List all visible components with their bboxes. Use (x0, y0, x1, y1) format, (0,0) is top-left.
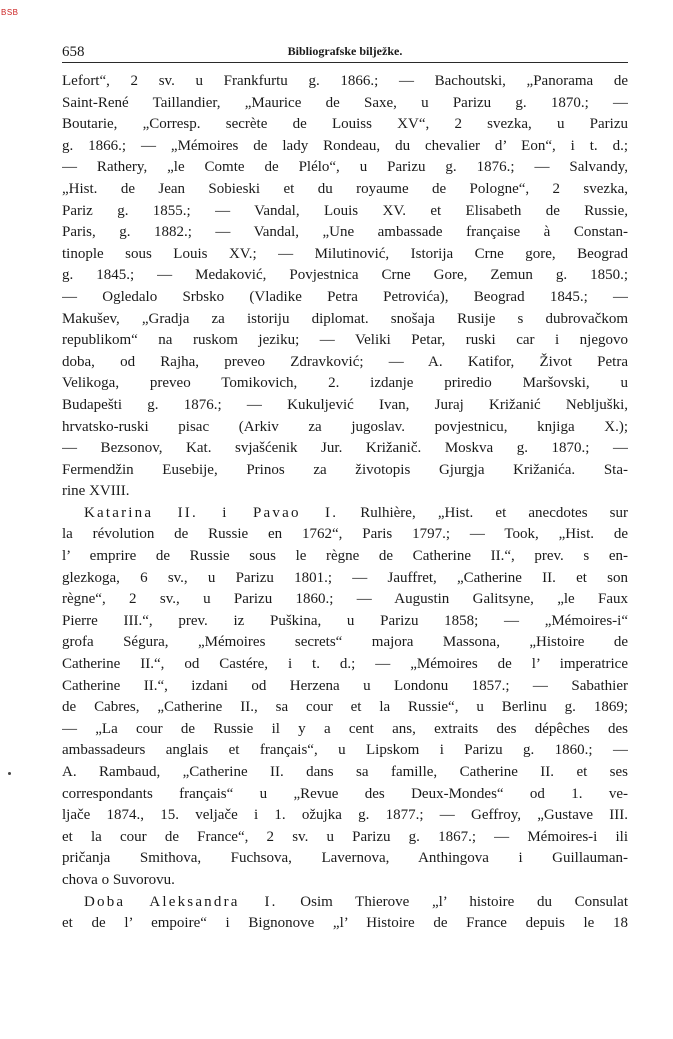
text-line: A. Rambaud, „Catherine II. dans sa famille, Catherine II. et ses (62, 764, 628, 780)
text-line: Pierre III.“, prev. iz Puškina, u Parizu 1858; — „Mémoires-i“ (62, 612, 628, 629)
text-line: l’ emprire de Russie sous le règne de Catherine II.“, prev. s en- (62, 548, 628, 565)
text-line: Paris, g. 1882.; — Vandal, „Une ambassade française à Constan- (62, 224, 628, 241)
text-line: et la cour de France“, 2 sv. u Parizu g. 1867.; — Mémoires-i ili (62, 828, 628, 845)
text-line: ambassadeurs anglais et français“, u Lipskom i Parizu g. 1860.; — (62, 742, 628, 759)
text-line: glezkoga, 6 sv., u Parizu 1801.; — Jauffret, „Catherine II. et son (62, 569, 628, 586)
text-line: — Rathery, „le Comte de Plélo“, u Parizu g. 1876.; — Salvandy, (62, 159, 628, 176)
paragraph-alexander-i (62, 892, 628, 935)
text-line (62, 892, 628, 914)
section-lead: Doba Aleksandra I. (84, 893, 278, 910)
text-line-rest: Osim Thierove „l’ histoire du Consulat (277, 893, 628, 910)
text-line: pričanja Smithova, Fuchsova, Lavernova, Anthingova i Guillauman- (62, 850, 628, 867)
text-line: g. 1845.; — Medaković, Povjestnica Crne Gore, Zemun g. 1850.; (62, 267, 628, 284)
section-lead: Katarina II. i Pavao I. (84, 504, 339, 521)
text-line: Catherine II.“, izdani od Herzena u Londonu 1857.; — Sabathier (62, 677, 628, 694)
text-line: „Hist. de Jean Sobieski et du royaume de Pologne“, 2 svezka, (62, 180, 628, 197)
text-line: de Cabres, „Catherine II., sa cour et la Russie“, u Berlinu g. 1869; (62, 699, 628, 716)
text-line: doba, od Rajha, preveo Zdravković; — A. Katifor, Život Petra (62, 353, 628, 370)
text-line: g. 1866.; — „Mémoires de lady Rondeau, du chevalier d’ Eon“, i t. d.; (62, 137, 628, 154)
text-line: Velikoga, preveo Tomikovich, 2. izdanje priredio Maršovski, u (62, 375, 628, 392)
text-line: Saint-René Taillandier, „Maurice de Saxe, u Parizu g. 1870.; — (62, 94, 628, 111)
text-line: Pariz g. 1855.; — Vandal, Louis XV. et Elisabeth de Russie, (62, 202, 628, 219)
paragraph-catherine-ii (62, 503, 628, 892)
margin-speck (8, 772, 11, 775)
text-line: correspondants français“ u „Revue des Deux-Mondes“ od 1. ve- (62, 785, 628, 802)
text-line: ljače 1874., 15. veljače i 1. ožujka g. 1877.; — Geffroy, „Gustave III. (62, 807, 628, 824)
page-header (62, 36, 628, 63)
text-line: republikom“ na ruskom jeziku; — Veliki Petar, ruski car i njegovo (62, 332, 628, 349)
text-line: tinople sous Louis XV.; — Milutinović, Istorija Crne gore, Beograd (62, 245, 628, 262)
text-line: Lefort“, 2 sv. u Frankfurtu g. 1866.; — Bachoutski, „Panorama de (62, 73, 628, 89)
text-line: Budapešti g. 1876.; — Kukuljević Ivan, Juraj Križanić Nebljuški, (62, 396, 628, 413)
text-line: la révolution de Russie en 1762“, Paris 1797.; — Took, „Hist. de (62, 526, 628, 543)
text-line: grofa Ségura, „Mémoires secrets“ majora Massona, „Histoire de (62, 634, 628, 651)
text-line: — „La cour de Russie il y a cent ans, extraits des dépêches des (62, 720, 628, 737)
library-stamp: BSB (1, 8, 19, 17)
text-line: rine XVIII. (62, 483, 130, 500)
page-number: 658 (62, 44, 85, 60)
text-line: — Ogledalo Srbsko (Vladike Petra Petrovića), Beograd 1845.; — (62, 288, 628, 305)
text-line: Fermendžin Eusebije, Prinos za životopis Gjurgja Križanića. Sta- (62, 461, 628, 478)
text-line: Boutarie, „Corresp. secrète de Louiss XV“, 2 svezka, u Parizu (62, 116, 628, 133)
text-line: règne“, 2 sv., u Parizu 1860.; — Augustin Galitsyne, „le Faux (62, 591, 628, 608)
text-line (62, 503, 628, 525)
text-line: Makušev, „Gradja za istoriju diplomat. snošaja Rusije s dubrovačkom (62, 310, 628, 327)
text-line: chova o Suvorovu. (62, 871, 175, 888)
text-line: et de l’ empoire“ i Bignonove „l’ Histoire de France depuis le 18 (62, 915, 628, 932)
body-text (62, 71, 628, 935)
text-line: — Bezsonov, Kat. svjašćenik Jur. Križanič. Moskva g. 1870.; — (62, 440, 628, 457)
paragraph-bibliography-1 (62, 71, 628, 503)
text-line-rest: Rulhière, „Hist. et anecdotes sur (338, 504, 628, 521)
running-head: Bibliografske bilježke. (287, 44, 403, 58)
text-line: Catherine II.“, od Castére, i t. d.; — „Mémoires de l’ imperatrice (62, 656, 628, 673)
text-line: hrvatsko-ruski pisac (Arkiv za jugoslav. povjestnicu, knjiga X.); (62, 418, 628, 435)
